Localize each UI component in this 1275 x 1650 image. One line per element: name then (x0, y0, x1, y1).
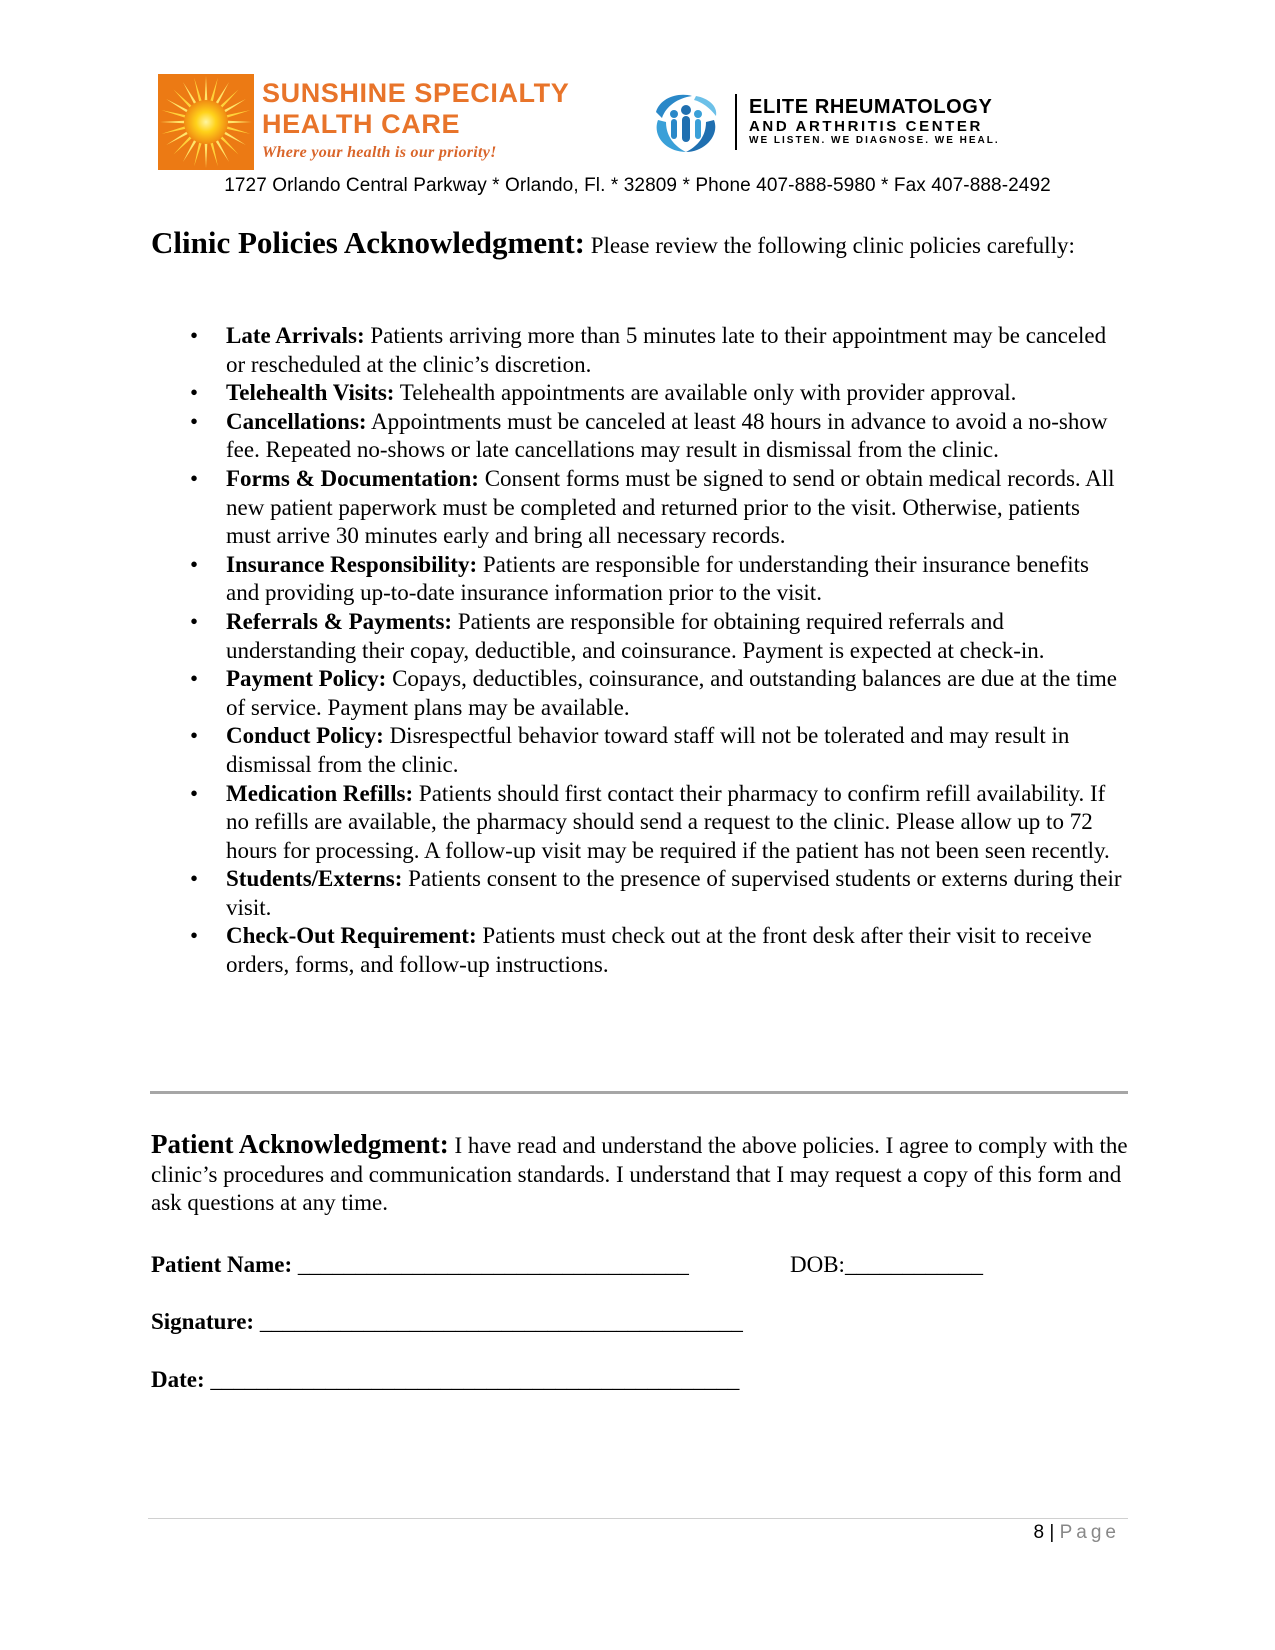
policy-label: Referrals & Payments: (226, 608, 453, 634)
elite-slogan: WE LISTEN. WE DIAGNOSE. WE HEAL. (749, 135, 1000, 146)
page-word: Page (1059, 1522, 1120, 1543)
policy-label: Cancellations: (226, 408, 367, 434)
page-footer (1034, 1522, 1120, 1544)
date-field[interactable] (151, 1367, 739, 1393)
clinic-address: 1727 Orlando Central Parkway * Orlando, Fl. * 32809 * Phone 407-888-5980 * Fax 407-888-2492 (224, 175, 1051, 196)
dob-field[interactable] (790, 1252, 983, 1278)
policy-item (190, 608, 1125, 665)
policies-list (190, 322, 1125, 980)
letterhead (0, 0, 1275, 210)
policy-text: Patients are responsible for understanding their insurance benefits and providing up-to-date insurance information prior to the visit. (226, 551, 1089, 606)
patient-acknowledgment (151, 1130, 1141, 1218)
bullet-icon: • (190, 465, 199, 491)
patient-name-field[interactable] (151, 1252, 689, 1278)
elite-brand (749, 96, 1000, 147)
policy-label: Insurance Responsibility: (226, 551, 478, 577)
signature-line[interactable]: __________________________________________ (259, 1309, 743, 1334)
dob-line[interactable]: ____________ (844, 1252, 983, 1277)
signature-field[interactable] (151, 1309, 743, 1335)
date-line[interactable]: ______________________________________________ (210, 1367, 740, 1392)
policy-label: Check-Out Requirement: (226, 923, 477, 949)
sunshine-brand (262, 78, 569, 162)
page-separator: | (1044, 1522, 1060, 1543)
patient-name-label: Patient Name: (151, 1252, 293, 1277)
logo-divider (735, 94, 737, 150)
policy-text: Copays, deductibles, coinsurance, and outstanding balances are due at the time of service. Payment plans may be available. (226, 666, 1117, 720)
acknowledgment-text: I have read and understand the above policies. I agree to comply with the clinic’s procedures and communication standards. I understand that I may request a copy of this form and ask questions at any time. (151, 1133, 1128, 1216)
policy-item (190, 465, 1125, 551)
policy-label: Late Arrivals: (226, 323, 365, 348)
policies-title: Clinic Policies Acknowledgment: (151, 225, 585, 260)
elite-name-line2: AND ARTHRITIS CENTER (749, 118, 983, 135)
policy-text: Patients must check out at the front desk after their visit to receive orders, forms, and follow-up instructions. (226, 923, 1092, 978)
policy-text: Patients consent to the presence of supervised students or externs during their visit. (226, 866, 1122, 920)
bullet-icon: • (190, 923, 199, 949)
policy-text: Patients should first contact their pharmacy to confirm refill availability. If no refills are available, the pharmacy should send a request to the clinic. Please allow up to 72 hours for processing. A follow-up visit may be required if the patient has not been seen recently. (226, 780, 1110, 863)
footer-divider (148, 1518, 1128, 1519)
policy-item (190, 408, 1125, 465)
policy-item (190, 379, 1125, 408)
policy-item (190, 780, 1125, 866)
policy-item (190, 322, 1125, 379)
bullet-icon: • (190, 408, 199, 434)
policy-label: Telehealth Visits: (226, 380, 395, 406)
policies-intro-text: Please review the following clinic policies carefully: (584, 233, 1075, 258)
policy-label: Medication Refills: (226, 780, 414, 806)
policy-item (190, 722, 1125, 779)
policy-label: Forms & Documentation: (226, 465, 479, 491)
sunshine-name-line2: HEALTH CARE (262, 109, 461, 139)
bullet-icon: • (190, 666, 199, 692)
signature-label: Signature: (151, 1309, 255, 1334)
policy-item (190, 865, 1125, 922)
patient-name-line[interactable]: __________________________________ (297, 1252, 689, 1277)
policy-item (190, 922, 1125, 979)
elite-logo-icon (648, 92, 722, 154)
policy-text: Appointments must be canceled at least 48 hours in advance to avoid a no-show fee. Repeated no-shows or late cancellations may result in dismissal from the clinic. (226, 408, 1108, 463)
bullet-icon: • (190, 380, 199, 406)
bullet-icon: • (190, 723, 199, 749)
sunshine-sun-logo-icon (158, 74, 254, 170)
page-number: 8 (1033, 1522, 1045, 1543)
policy-item (190, 665, 1125, 722)
policy-label: Payment Policy: (226, 666, 387, 692)
policy-text: Patients are responsible for obtaining required referrals and understanding their copay, deductible, and coinsurance. Payment is expected at check-in. (226, 608, 1045, 663)
dob-label: DOB: (790, 1252, 845, 1277)
bullet-icon: • (190, 866, 199, 892)
section-divider (150, 1091, 1128, 1094)
policy-text: Telehealth appointments are available only with provider approval. (394, 380, 1017, 406)
bullet-icon: • (190, 780, 199, 806)
elite-name-line1: ELITE RHEUMATOLOGY (749, 96, 993, 118)
policy-label: Conduct Policy: (226, 723, 384, 749)
bullet-icon: • (190, 551, 199, 577)
policy-text: Consent forms must be signed to send or obtain medical records. All new patient paperwork must be completed and returned prior to the visit. Otherwise, patients must arrive 30 minutes early and bring all necessary records. (226, 465, 1115, 549)
acknowledgment-title: Patient Acknowledgment: (151, 1129, 449, 1159)
policy-label: Students/Externs: (226, 866, 403, 892)
policy-text: Disrespectful behavior toward staff will not be tolerated and may result in dismissal from the clinic. (226, 723, 1070, 777)
bullet-icon: • (190, 323, 199, 348)
date-label: Date: (151, 1367, 205, 1392)
policy-item (190, 551, 1125, 608)
policy-text: Patients arriving more than 5 minutes late to their appointment may be canceled or rescheduled at the clinic’s discretion. (226, 323, 1107, 377)
bullet-icon: • (190, 608, 199, 634)
sunshine-name-line1: SUNSHINE SPECIALTY (262, 78, 570, 108)
policies-intro (151, 225, 1141, 261)
sunshine-tagline: Where your health is our priority! (262, 144, 497, 161)
